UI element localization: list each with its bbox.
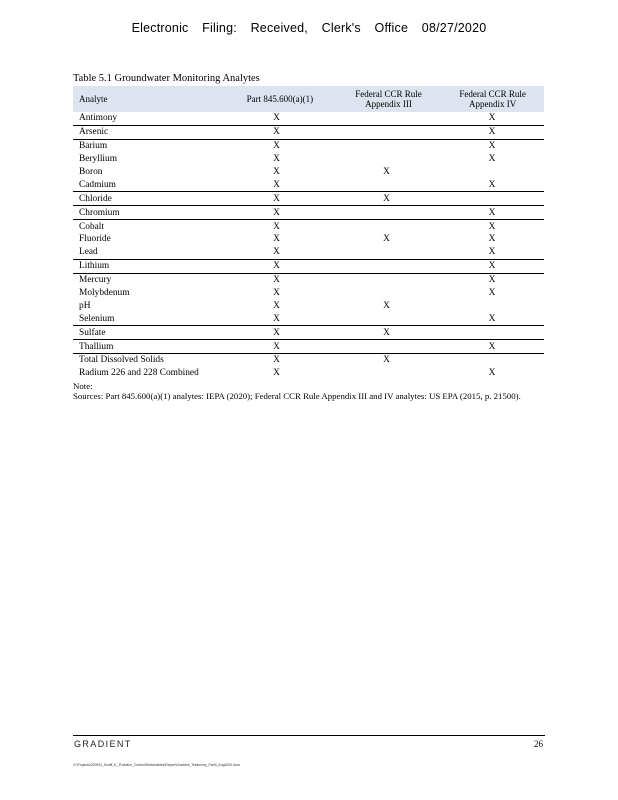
part-845-cell: X [273, 141, 280, 152]
part-845-cell: X [273, 247, 280, 258]
page-number: 26 [534, 739, 543, 749]
analyte-cell: Chloride [79, 193, 112, 204]
table-row [73, 166, 544, 179]
appendix-iv-cell: X [488, 127, 496, 138]
part-845-cell: X [273, 207, 280, 218]
analyte-cell: Fluoride [79, 234, 111, 245]
appendix-iii-cell: X [383, 234, 390, 245]
file-path: G:\Projects\220004_Schiff_IL_Pollution_Control\Deliverables\Report\Gradient_Testimony_PartII_Aug2020.docx [73, 763, 241, 767]
table-row [73, 367, 544, 380]
analyte-cell: Cadmium [79, 179, 116, 190]
analyte-cell: Barium [79, 141, 108, 152]
appendix-iv-cell: X [488, 234, 496, 245]
table-row [73, 246, 544, 260]
table-body [73, 112, 544, 380]
table-row [73, 260, 544, 274]
table-row [73, 178, 544, 192]
analyte-cell: Molybdenum [79, 288, 130, 299]
appendix-iv-cell: X [488, 261, 496, 272]
table-row [73, 340, 544, 354]
header-appendix-iv [441, 89, 544, 109]
table-row [73, 233, 544, 246]
analyte-cell: Antimony [79, 113, 118, 124]
analyte-cell: Arsenic [79, 127, 109, 138]
part-845-cell: X [273, 355, 280, 366]
header-appendix-iii-line2: Appendix III [365, 99, 412, 109]
table-row [73, 354, 544, 367]
analytes-table [73, 73, 544, 401]
appendix-iv-cell: X [488, 288, 496, 299]
part-845-cell: X [273, 113, 280, 124]
gradient-logo: GRADIENT [74, 739, 132, 749]
analyte-cell: pH [79, 300, 91, 311]
table-row [73, 112, 544, 126]
analyte-cell: Mercury [79, 275, 112, 286]
analyte-cell: Thallium [79, 341, 114, 352]
appendix-iii-cell: X [383, 193, 390, 204]
table-row [73, 326, 544, 340]
table-caption: Table 5.1 Groundwater Monitoring Analytes [73, 73, 260, 84]
header-analyte: Analyte [79, 94, 108, 104]
table-row [73, 140, 544, 153]
note-label: Note: [73, 380, 93, 391]
analyte-cell: Cobalt [79, 221, 104, 232]
table-header [73, 86, 544, 112]
appendix-iv-cell: X [488, 247, 496, 258]
header-appendix-iv-line1: Federal CCR Rule [459, 89, 526, 99]
part-845-cell: X [273, 221, 280, 232]
table-notes [73, 381, 544, 401]
table-row [73, 220, 544, 233]
part-845-cell: X [273, 275, 280, 286]
analyte-cell: Chromium [79, 207, 120, 218]
sources-text: Sources: Part 845.600(a)(1) analytes: IEPA (2020); Federal CCR Rule Appendix III and IV analytes: US EPA (2015, p. 21500). [73, 390, 521, 401]
analyte-cell: Selenium [79, 313, 115, 324]
part-845-cell: X [273, 368, 280, 379]
appendix-iii-cell: X [383, 167, 390, 177]
table-row [73, 287, 544, 300]
analyte-cell: Sulfate [79, 327, 106, 338]
appendix-iv-cell: X [488, 313, 496, 324]
appendix-iii-cell: X [383, 300, 390, 311]
part-845-cell: X [273, 341, 280, 352]
part-845-cell: X [273, 193, 280, 204]
appendix-iv-cell: X [488, 179, 496, 190]
appendix-iv-cell: X [488, 141, 496, 152]
part-845-cell: X [273, 154, 280, 165]
table-row [73, 274, 544, 287]
part-845-cell: X [273, 288, 280, 299]
analyte-cell: Radium 226 and 228 Combined [79, 368, 199, 379]
appendix-iv-cell: X [488, 341, 496, 352]
table-row [73, 312, 544, 326]
appendix-iv-cell: X [488, 207, 496, 218]
header-appendix-iii-line1: Federal CCR Rule [355, 89, 422, 99]
part-845-cell: X [273, 127, 280, 138]
table-row [73, 153, 544, 166]
analyte-cell: Lithium [79, 261, 110, 272]
analyte-cell: Total Dissolved Solids [79, 355, 164, 366]
part-845-cell: X [273, 300, 280, 311]
electronic-filing-stamp: Electronic Filing: Received, Clerk's Office 08/27/2020 [131, 21, 487, 35]
part-845-cell: X [273, 327, 280, 338]
analyte-cell: Beryllium [79, 154, 118, 165]
footer-rule [73, 735, 545, 736]
part-845-cell: X [273, 167, 280, 177]
analyte-cell: Boron [79, 167, 103, 177]
appendix-iii-cell: X [383, 355, 390, 366]
appendix-iii-cell: X [383, 327, 390, 338]
appendix-iv-cell: X [488, 221, 496, 232]
appendix-iv-cell: X [488, 154, 496, 165]
appendix-iv-cell: X [488, 368, 496, 379]
analyte-cell: Lead [79, 247, 98, 258]
part-845-cell: X [273, 234, 280, 245]
part-845-cell: X [273, 313, 280, 324]
header-part-845: Part 845.600(a)(1) [246, 94, 314, 104]
table-row [73, 192, 544, 206]
appendix-iv-cell: X [488, 275, 496, 286]
table-row [73, 206, 544, 220]
table-row [73, 126, 544, 140]
appendix-iv-cell: X [488, 113, 496, 124]
part-845-cell: X [273, 179, 280, 190]
table-row [73, 299, 544, 312]
part-845-cell: X [273, 261, 280, 272]
header-appendix-iv-line2: Appendix IV [469, 99, 517, 109]
header-appendix-iii [336, 89, 442, 109]
